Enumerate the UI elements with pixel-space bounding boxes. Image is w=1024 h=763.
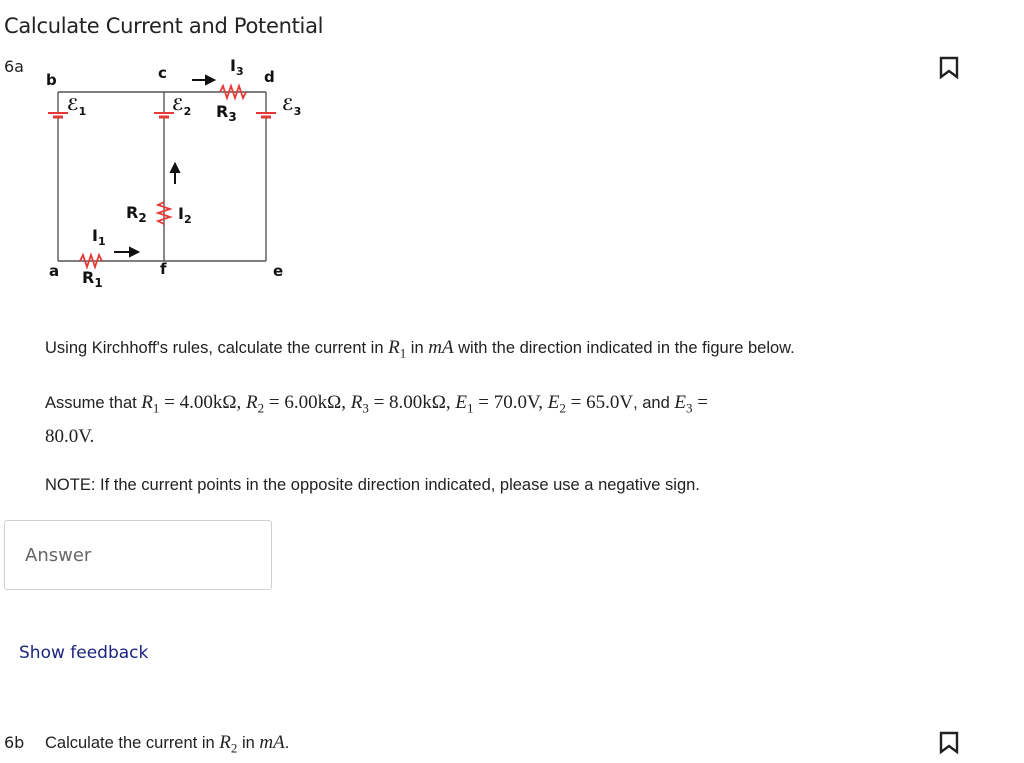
label-i3: $I_3$ bbox=[230, 56, 244, 78]
note-text: NOTE: If the current points in the opposite direction indicated, please use a negative sign. bbox=[45, 476, 700, 494]
arrow-i2 bbox=[171, 164, 179, 184]
show-feedback-link[interactable]: Show feedback bbox=[19, 643, 149, 663]
label-e2: ℰ$_2$ bbox=[172, 95, 192, 118]
question-text-6b: Calculate the current in $R_2$ in mA. bbox=[45, 732, 290, 756]
label-e3: ℰ$_3$ bbox=[282, 95, 302, 118]
question-number-6a: 6a bbox=[4, 57, 24, 76]
label-e1: ℰ$_1$ bbox=[67, 95, 87, 118]
battery-e3 bbox=[256, 112, 278, 118]
label-i2: $I_2$ bbox=[178, 204, 192, 226]
circuit-diagram bbox=[34, 56, 334, 306]
label-r1: $R_1$ bbox=[82, 268, 103, 290]
answer-field-container bbox=[4, 520, 272, 590]
answer-input[interactable] bbox=[5, 521, 271, 589]
node-f: f bbox=[160, 260, 167, 278]
label-r3: $R_3$ bbox=[216, 102, 237, 124]
bookmark-icon[interactable] bbox=[938, 56, 960, 80]
arrow-i1 bbox=[114, 248, 138, 256]
node-c: c bbox=[158, 64, 167, 82]
page-title: Calculate Current and Potential bbox=[4, 14, 324, 38]
arrow-i3 bbox=[192, 76, 214, 84]
question-text-6a: Using Kirchhoff's rules, calculate the current in $R_1$ in mA with the direction indicated in the figure below. bbox=[45, 337, 795, 361]
question-number-6b: 6b bbox=[4, 733, 25, 752]
node-d: d bbox=[264, 68, 275, 86]
node-a: a bbox=[49, 262, 60, 280]
bookmark-icon[interactable] bbox=[938, 731, 960, 755]
node-b: b bbox=[46, 71, 57, 89]
label-r2: $R_2$ bbox=[126, 203, 147, 225]
given-values: Assume that $R_1 = 4.00k\Omega$, $R_2 = 6.00k\Omega$, $R_3 = 8.00k\Omega$, $E_1 = 70.0V$, $E_2 = 65.0V$, and $E_3$ = 80.0V. bbox=[45, 392, 708, 448]
node-e: e bbox=[273, 262, 284, 280]
label-i1: $I_1$ bbox=[92, 226, 106, 248]
